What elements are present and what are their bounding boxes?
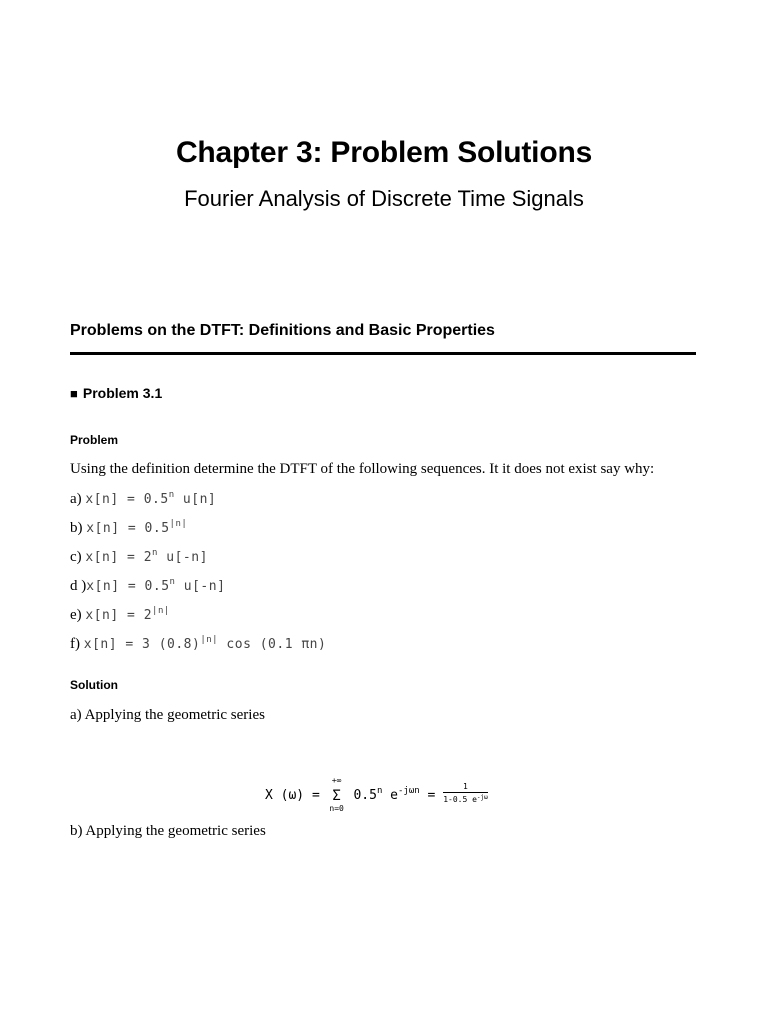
summation-symbol: +∞ Σ n=0 — [329, 775, 344, 813]
list-item — [70, 607, 170, 624]
item-label: f) — [70, 636, 84, 652]
item-label: c) — [70, 549, 86, 565]
chapter-title: Chapter 3: Problem Solutions — [175, 136, 593, 169]
solution-part-a: a) Applying the geometric series — [70, 707, 265, 723]
section-divider — [70, 352, 696, 355]
problem-heading — [70, 385, 162, 401]
solution-label: Solution — [70, 678, 118, 692]
formula-fraction: $\frac{1}{1-0.5 e^{-j\omega}}$ — [443, 782, 488, 804]
item-expression: $x[n] = 0.5^n$ u[-n] — [86, 577, 226, 594]
item-label: e) — [70, 607, 86, 623]
item-expression: $x[n] = 0.5^{|n|}$ — [86, 519, 188, 536]
list-item — [70, 520, 187, 537]
problem-title: Problem 3.1 — [82, 385, 163, 401]
list-item — [70, 491, 216, 508]
formula-lhs: X (ω) = — [265, 788, 328, 803]
list-item — [70, 578, 225, 595]
item-expression: $x[n] = 0.5^n$ u[n] — [85, 490, 217, 507]
item-expression: $x[n] = 2^{|n|}$ — [85, 606, 170, 623]
item-label: d ) — [70, 578, 87, 594]
formula-equals: = — [419, 788, 444, 803]
item-expression: x[n] = 3 $(0.8)^{|n|}$ cos (0.1 πn) — [83, 635, 327, 652]
problem-label: Problem — [70, 433, 119, 447]
item-label: a) — [70, 491, 86, 507]
square-bullet-icon: ■ — [70, 386, 78, 401]
chapter-subtitle: Fourier Analysis of Discrete Time Signals — [184, 186, 584, 211]
item-label: b) — [70, 520, 87, 536]
section-heading: Problems on the DTFT: Definitions and Basic Properties — [70, 322, 495, 339]
problem-statement: Using the definition determine the DTFT of the following sequences. It it does not exist say why: — [70, 461, 655, 477]
formula-term: 0.5$^n$ $e^{-j\omega n}$ — [345, 786, 420, 803]
list-item — [70, 636, 326, 653]
dtft-formula — [265, 775, 488, 813]
list-item — [70, 549, 208, 566]
solution-part-b: b) Applying the geometric series — [70, 823, 266, 839]
item-expression: $x[n] = 2^n$ u[-n] — [85, 548, 208, 565]
